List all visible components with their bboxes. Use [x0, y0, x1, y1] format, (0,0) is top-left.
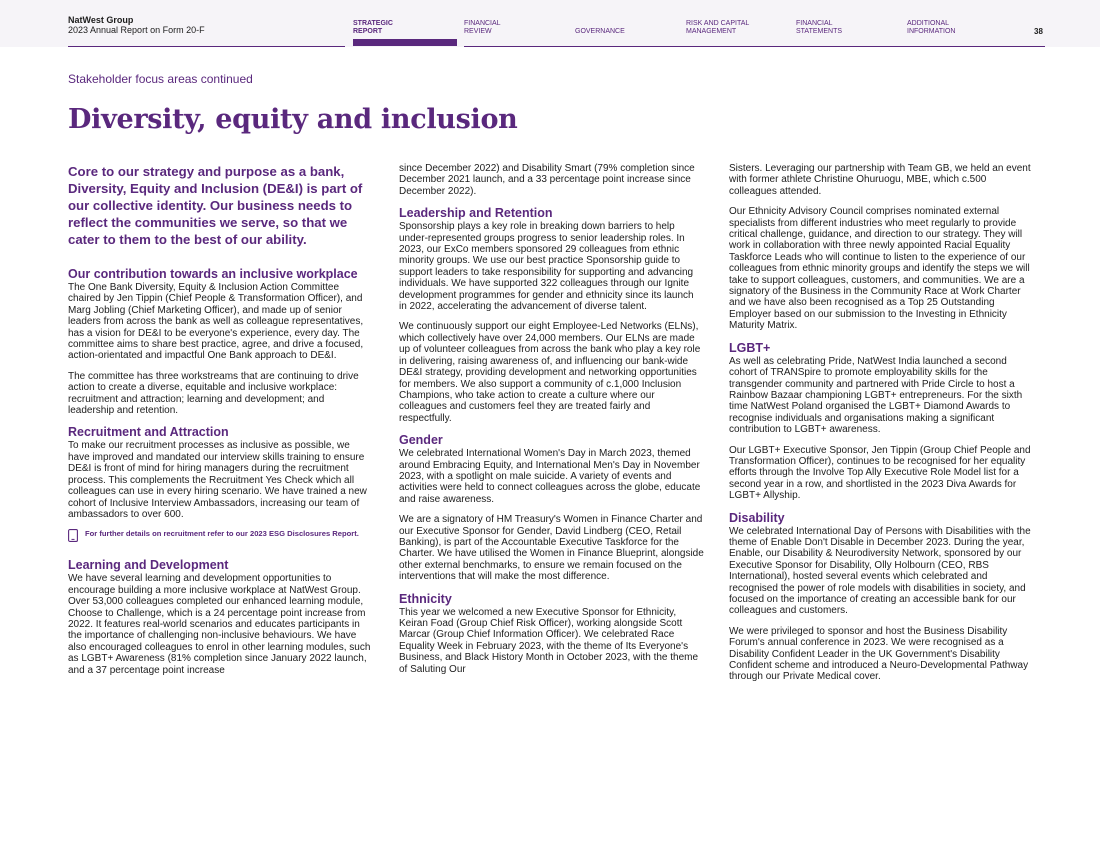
heading-lgbt: LGBT+: [729, 340, 771, 355]
heading-inclusive-workplace: Our contribution towards an inclusive workplace: [68, 267, 358, 281]
brand-block: [68, 15, 205, 35]
heading-gender: Gender: [399, 433, 443, 448]
paragraph-disability-events: We celebrated International Day of Persons with Disabilities with the theme of Enable Don't Disable in December 2023. During the year, Enable, our Disability & Neurodiversity Network, sponsored by our Executive Sponsor for Disability, Olly Holbourn (CEO, RBS International), hosted several events which celebrated and recognised the power of role models with disabilities in society, and focused on the importance of creating an accessible bank for our colleagues and customers.: [729, 525, 1031, 617]
nav-additional-information-line2: INFORMATION: [907, 28, 956, 35]
column-1: [68, 163, 373, 685]
column-3: [729, 163, 1034, 692]
heading-leadership: Leadership and Retention: [399, 206, 553, 221]
nav-additional-information-line1: ADDITIONAL: [907, 20, 950, 27]
nav-financial-statements-line1: FINANCIAL: [796, 20, 833, 27]
nav-risk-line2: MANAGEMENT: [686, 28, 737, 35]
report-name: 2023 Annual Report on Form 20-F: [68, 25, 205, 35]
nav-risk-capital-management[interactable]: [686, 20, 749, 36]
paragraph-lgbt-sponsor: Our LGBT+ Executive Sponsor, Jen Tippin (Group Chief People and Transformation Officer), continues to be recognised for her equality efforts through the Involve Top Ally Executive Role Model list for a second year in a row, and shortlisted in the 2023 Diva Awards for LGBT+ Allyship.: [729, 444, 1031, 502]
heading-recruitment: Recruitment and Attraction: [68, 425, 229, 440]
paragraph-recruitment: To make our recruitment processes as inclusive as possible, we have improved and mandated our interview skills training to ensure DE&I is front of mind for hiring managers during the recruitment process. This complements the Recruitment Yes Check which all colleagues can use in every hiring scenario. We have trained a new cohort of Inclusive Interview Ambassadors, increasing our team of ambassadors to over 600.: [68, 440, 367, 520]
paragraph-workstreams: The committee has three workstreams that are continuing to drive action to create a diverse, equitable and inclusive workplace: recruitment and attraction; learning and development; and leadership and retention.: [68, 370, 359, 417]
intro-statement: Core to our strategy and purpose as a bank, Diversity, Equity and Inclusion (DE&I) is part of our collective identity. Our business needs to reflect the communities we serve, so that we cater to them to the best of our ability.: [68, 164, 363, 247]
nav-additional-information[interactable]: [907, 20, 955, 36]
esg-reference-text: For further details on recruitment refer to our 2023 ESG Disclosures Report.: [85, 529, 359, 539]
document-icon: [68, 529, 78, 542]
nav-strategic-report-line2: REPORT: [353, 28, 383, 35]
page-title: Diversity, equity and inclusion: [68, 104, 518, 135]
nav-financial-review[interactable]: [464, 20, 501, 36]
paragraph-networks: We continuously support our eight Employee-Led Networks (ELNs), which collectively have over 24,000 members. Our ELNs are made up of volunteer colleagues from across the bank who play a key role in delivering, raising awareness of, and influencing our bank-wide DE&I strategy, providing development and networking opportunities for members. We also support a community of c.1,000 Inclusion Champions, who take action to create a culture where our colleagues and customers feel they are treated fairly and respectfully.: [399, 321, 701, 424]
paragraph-gender-charter: We are a signatory of HM Treasury's Women in Finance Charter and our Executive Sponsor for Gender, David Lindberg (CEO, Retail Banking), is part of the Accountable Executive Taskforce for the Charter. We have utilised the Women in Finance Blueprint, alongside other external benchmarks, to ensure we remain focused on the interventions that will make the most difference.: [399, 514, 704, 583]
nav-strategic-report[interactable]: [353, 20, 393, 36]
header-rule-right: [464, 46, 1045, 47]
nav-financial-review-line1: FINANCIAL: [464, 20, 501, 27]
paragraph-advisory-council: Our Ethnicity Advisory Council comprises nominated external specialists from different industries who meet regularly to provide critical challenge, guidance, and direction to our strategy. They will work in collaboration with three newly appointed Racial Equality Taskforce Leads who will continue to listen to the experience of our colleagues from ethnic minority groups and identify the steps we will take to support colleagues, customers, and communities. We are a signatory of the Business in the Community Race at Work Charter and we have also been recognised as a Top 25 Outstanding Employer based on our submission to the Investing in Ethnicity Maturity Matrix.: [729, 206, 1030, 332]
nav-governance-line2: GOVERNANCE: [575, 28, 625, 35]
report-header: [0, 0, 1100, 47]
column-2: [399, 163, 704, 684]
nav-strategic-report-line1: STRATEGIC: [353, 20, 393, 27]
paragraph-action-committee: The One Bank Diversity, Equity & Inclusion Action Committee chaired by Jen Tippin (Chief People & Transformation Officer), and Marg Jobling (Chief Marketing Officer), and made up of senior leaders from across the bank as well as colleague representatives, has a vision for DE&I to be everyone's experience, every day. The committee aims to share best practice, agree, and drive a focused, action-orientated and impactful One Bank approach to DE&I.: [68, 282, 364, 362]
esg-reference-note[interactable]: [68, 529, 373, 542]
nav-financial-statements[interactable]: [796, 20, 842, 36]
brand-name: NatWest Group: [68, 15, 134, 25]
nav-financial-review-line2: REVIEW: [464, 28, 492, 35]
nav-risk-line1: RISK AND CAPITAL: [686, 20, 750, 27]
paragraph-gender-events: We celebrated International Women's Day in March 2023, themed around Embracing Equity, and International Men's Day in November 2023, with a spotlight on male suicide. A variety of events and activities were held to connect colleagues across the globe, educate and raise awareness.: [399, 448, 701, 505]
paragraph-leadership: Sponsorship plays a key role in breaking down barriers to help under-represented groups progress to senior leadership roles. In 2023, our ExCo members sponsored 29 colleagues from ethnic minority groups. We use our best practice Sponsorship guide to support leaders to take responsibility for supporting and advancing individuals. We have supported 322 colleagues through our Ignite development programmes for gender and ethnicity since its launch in 2022, accelerating the advancement of diverse talent.: [399, 221, 694, 313]
paragraph-ethnicity-continued: Sisters. Leveraging our partnership with Team GB, we held an event with former athlete Christine Ohuruogu, MBE, which c.500 colleagues attended.: [729, 163, 1031, 197]
nav-financial-statements-line2: STATEMENTS: [796, 28, 843, 35]
paragraph-lgbt-initiatives: As well as celebrating Pride, NatWest India launched a second cohort of TRANSpire to promote employability skills for the transgender community and partnered with Pride Circle to host a Rainbow Bazaar championing LGBT+ entrepreneurs. For the sixth time NatWest Poland organised the LGBT+ Diamond Awards to recognise individuals and organisations making a significant contribution to LGBT+ awareness.: [729, 355, 1023, 436]
paragraph-learning: We have several learning and development opportunities to encourage building a more inclusive workplace at NatWest Group. Over 53,000 colleagues completed our enhanced learning module, Choose to Challenge, which is a 24 percentage point increase from 2022. It features real-world scenarios and educates participants in the importance of challenging non-inclusive behaviours. We have also encouraged colleagues to enrol in other learning modules, such as LGBT+ Awareness (81% completion since January 2022 launch, and a 37 percentage point increase: [68, 573, 371, 676]
heading-disability: Disability: [729, 510, 785, 525]
active-section-indicator: [353, 39, 457, 46]
nav-governance[interactable]: [575, 28, 625, 36]
heading-learning: Learning and Development: [68, 558, 229, 573]
paragraph-ethnicity: This year we welcomed a new Executive Sponsor for Ethnicity, Keiran Foad (Group Chief Risk Officer), working alongside Scott Marcar (Group Chief Information Officer). We celebrated Race Equality Week in February 2023, with the theme of Its Everyone's Business, and Black History Month in October 2023, with the theme of Saluting Our: [399, 606, 699, 675]
heading-ethnicity: Ethnicity: [399, 591, 452, 606]
page-number: 38: [1034, 27, 1043, 36]
section-kicker: Stakeholder focus areas continued: [68, 72, 253, 86]
paragraph-disability-forum: We were privileged to sponsor and host the Business Disability Forum's annual conference in 2023. We were recognised as a Disability Confident Leader in the UK Government's Disability Confident scheme and introduced a Neuro-Developmental Pathway through our Private Medical cover.: [729, 625, 1029, 683]
paragraph-learning-continued: since December 2022) and Disability Smart (79% completion since December 2021 launch, and a 33 percentage point increase since December 2022).: [399, 163, 695, 197]
header-rule-left: [68, 46, 345, 47]
